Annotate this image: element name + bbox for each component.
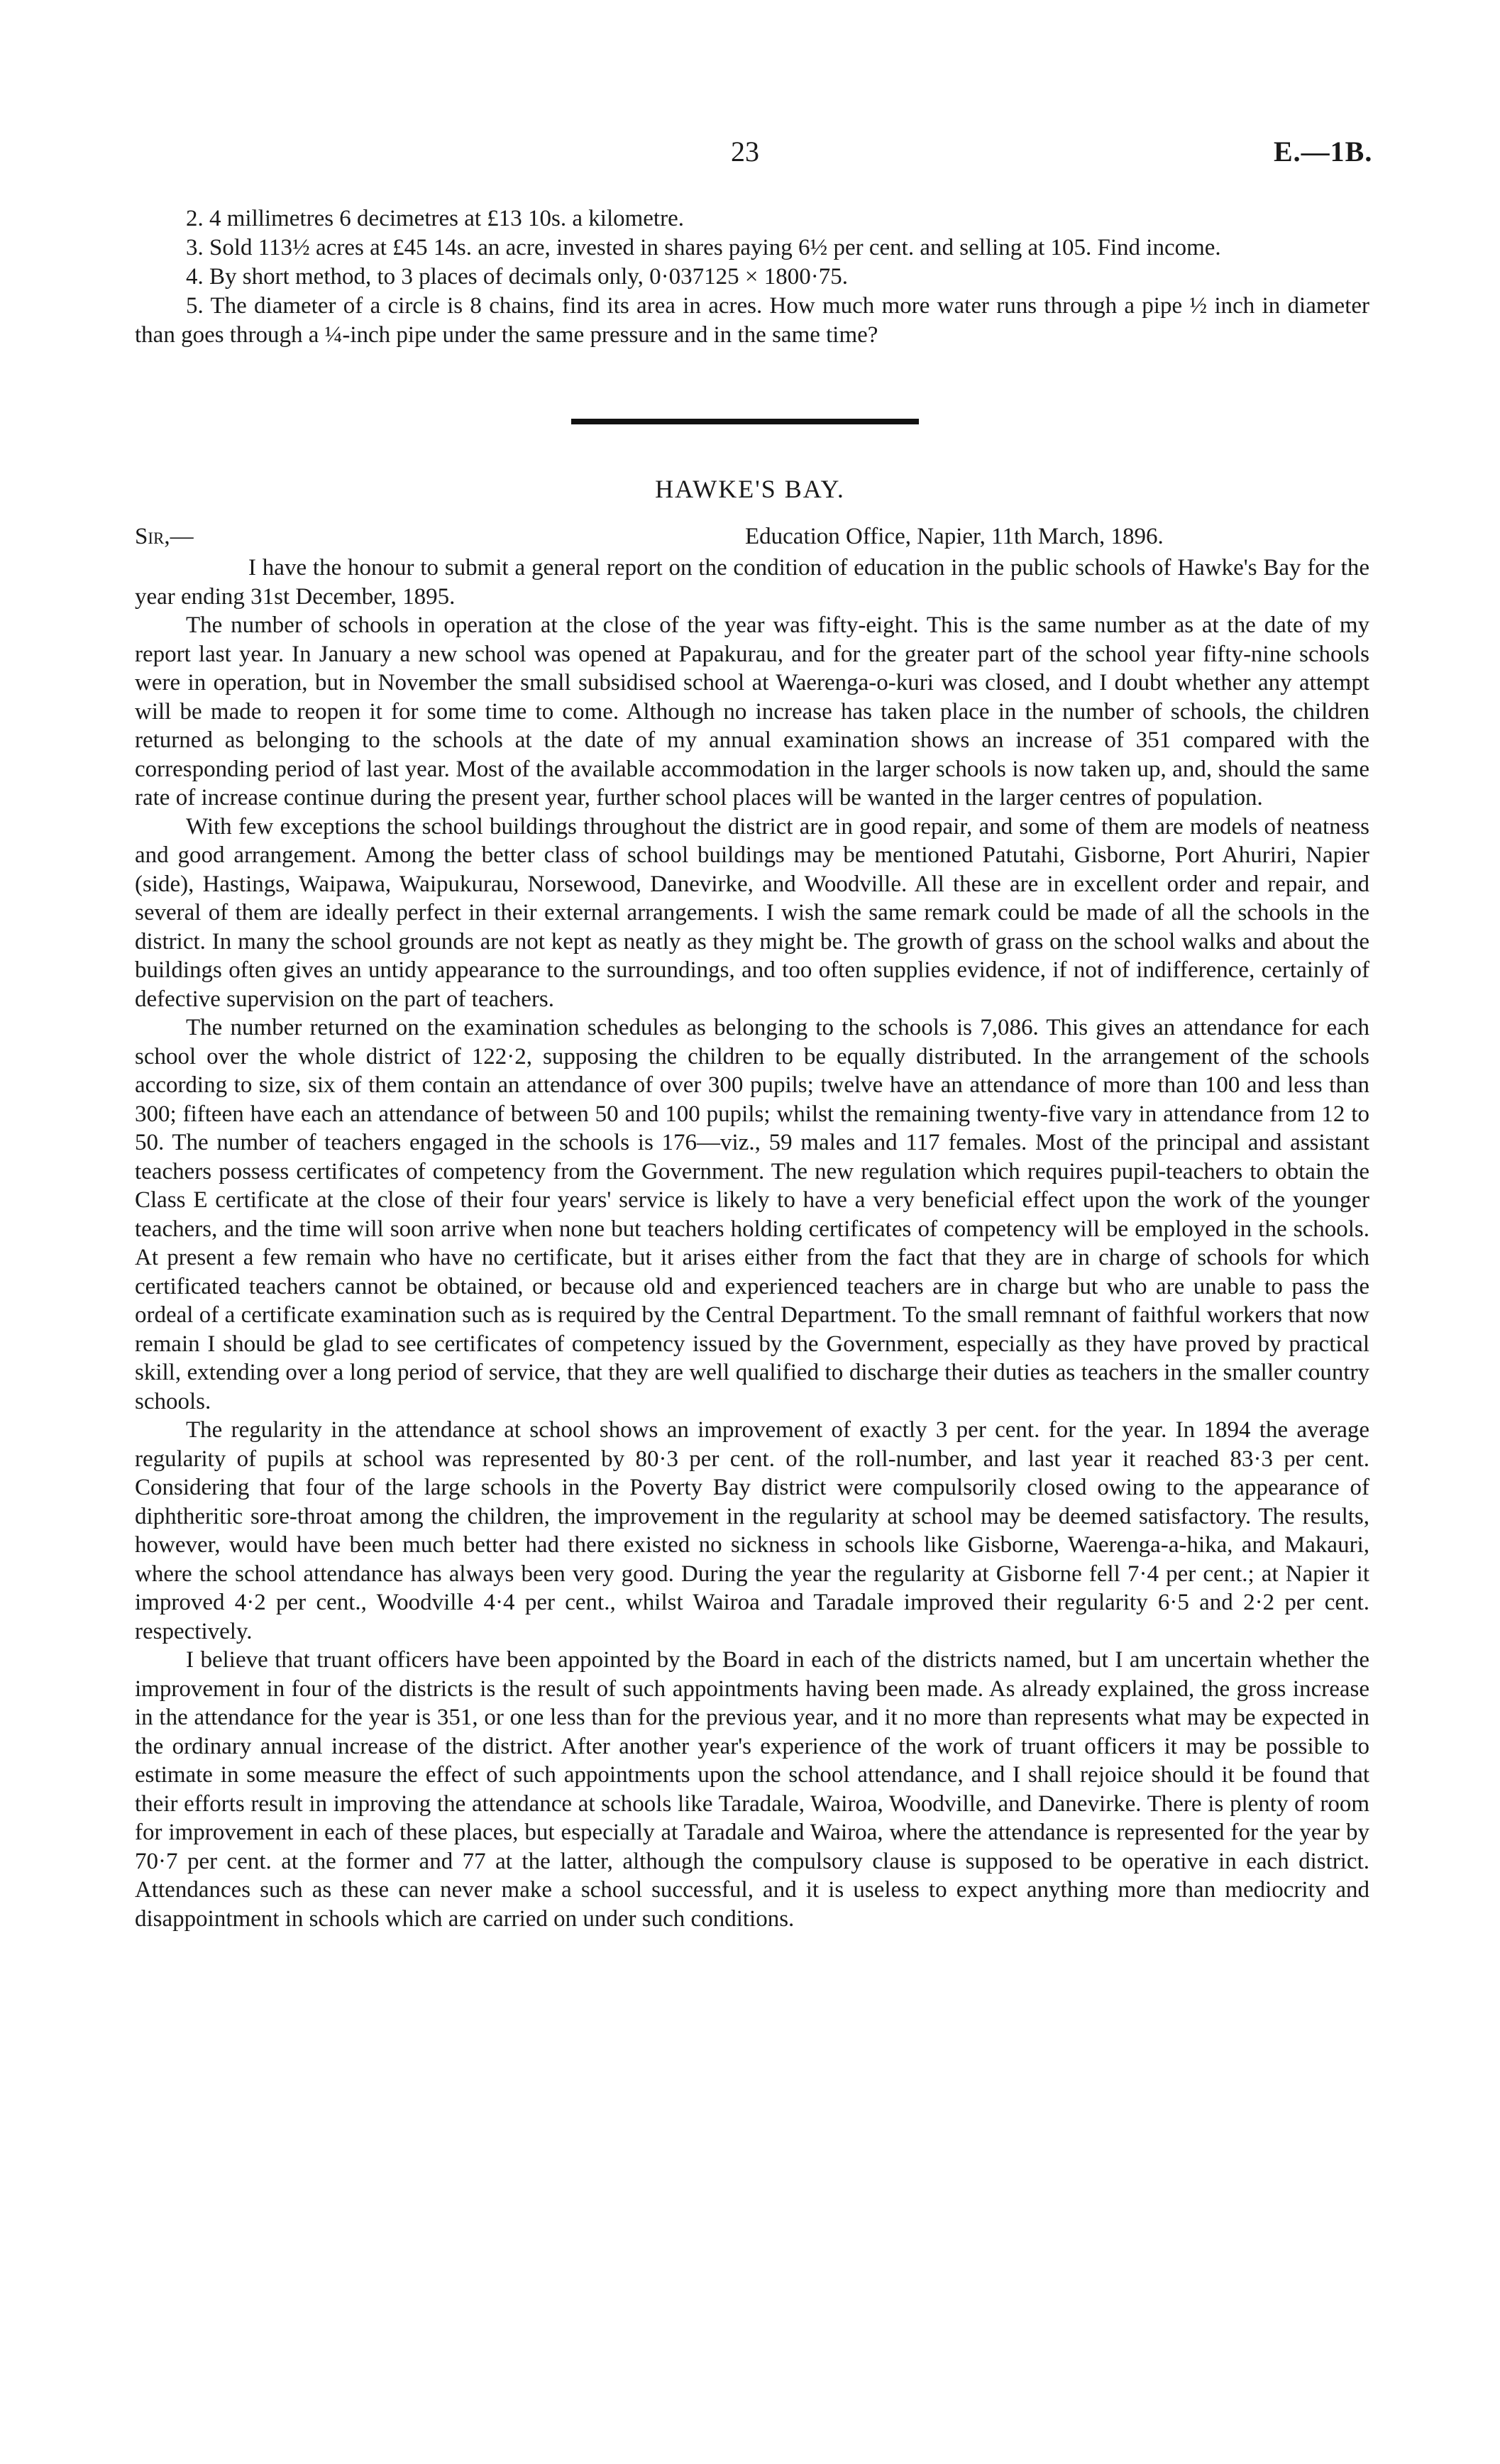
report-paragraph: The regularity in the attendance at school shows an improvement of exactly 3 per cent. for the year. In 1894 the average regularity of pupils at school was represented by 80·3 per cent. of the roll-number, and last year it reached 83·3 per cent. Considering that four of the large schools in the Poverty Bay district were compulsorily closed owing to the appearance of diphtheritic sore-throat among the children, the improvement in the regularity at school may be deemed satisfactory. The results, however, would have been much better had there existed no sickness in schools like Gisborne, Waerenga-a-hika, and Makauri, where the school attendance has always been very good. During the year the regularity at Gisborne fell 7·4 per cent.; at Napier it improved 4·2 per cent., Woodville 4·4 per cent., whilst Wairoa and Taradale improved their regularity 6·5 and 2·2 per cent. respectively. (135, 1417, 1369, 1644)
page-number: 23 (731, 136, 759, 167)
letter-head (135, 524, 1369, 555)
report-paragraph: With few exceptions the school buildings throughout the district are in good repair, and some of them are models of neatness and good arrangement. Among the better class of school buildings may be mentioned Patutahi, Gisborne, Port Ahuriri, Napier (side), Hastings, Waipawa, Waipukurau, Norsewood, Danevirke, and Woodville. All these are in excellent order and repair, and several of them are ideally perfect in their external arrangements. I wish the same remark could be made of all the schools in the district. In many the school grounds are not kept as neatly as they might be. The growth of grass on the school walks and about the buildings often gives an untidy appearance to the surroundings, and too often supplies evidence, if not of indifference, certainly of defective supervision on the part of teachers. (135, 813, 1369, 1012)
report-paragraph: The number of schools in operation at the close of the year was fifty-eight. This is the same number as at the date of my report last year. In January a new school was opened at Papakurau, and for the greater part of the school year fifty-nine schools were in operation, but in November the small subsidised school at Waerenga-o-kuri was closed, and I doubt whether any attempt will be made to reopen it for some time to come. Although no increase has taken place in the number of schools, the children returned as belonging to the schools at the date of my annual examination shows an increase of 351 compared with the corresponding period of last year. Most of the available accommodation in the larger schools is now taken up, and, should the same rate of increase continue during the present year, further school places will be wanted in the larger centres of population. (135, 612, 1369, 810)
report-body (135, 554, 1369, 1933)
report-paragraph: I have the honour to submit a general report on the condition of education in the public schools of Hawke's Bay for the year ending 31st December, 1895. (135, 555, 1369, 610)
exercise-list (135, 204, 1369, 350)
exercise-item: 5. The diameter of a circle is 8 chains, find its area in acres. How much more water runs through a pipe ½ inch in diameter than goes through a ¼-inch pipe under the same pressure and in the same time? (135, 293, 1369, 348)
exercise-item: 3. Sold 113½ acres at £45 14s. an acre, invested in shares paying 6½ per cent. and selling at 105. Find income. (186, 235, 1221, 260)
section-heading: HAWKE'S BAY. (655, 475, 845, 503)
salutation: Sir,— (135, 524, 194, 549)
report-paragraph: I believe that truant officers have been appointed by the Board in each of the districts named, but I am uncertain whether the improvement in four of the districts is the result of such appointments having been made. As already explained, the gross increase in the attendance for the year is 351, or one less than for the previous year, and it no more than represents what may be expected in the ordinary annual increase of the district. After another year's experience of the work of truant officers it may be possible to estimate in some measure the effect of such appointments upon the school attendance, and I shall rejoice should it be found that their efforts result in improving the attendance at schools like Taradale, Wairoa, Woodville, and Danevirke. There is plenty of room for improvement in each of these places, but especially at Taradale and Wairoa, where the attendance is represented for the year by 70·7 per cent. at the former and 77 at the latter, although the compulsory clause is supposed to be operative in each district. Attendances such as these can never make a school successful, and it is useless to expect anything more than mediocrity and disappointment in schools which are carried on under such conditions. (135, 1647, 1369, 1932)
section-divider (571, 419, 919, 424)
document-code: E.—1B. (1274, 136, 1373, 167)
exercise-item: 4. By short method, to 3 places of decimals only, 0·037125 × 1800·75. (186, 264, 849, 290)
report-paragraph: The number returned on the examination schedules as belonging to the schools is 7,086. This gives an attendance for each school over the whole district of 122·2, supposing the children to be equally distributed. In the arrangement of the schools according to size, six of them contain an attendance of over 300 pupils; twelve have an attendance of more than 100 and less than 300; fifteen have each an attendance of between 50 and 100 pupils; whilst the remaining twenty-five vary in attendance from 12 to 50. The number of teachers engaged in the schools is 176—viz., 59 males and 117 females. Most of the principal and assistant teachers possess certificates of competency from the Government. The new regulation which requires pupil-teachers to obtain the Class E certificate at the close of their four years' service is likely to have a very beneficial effect upon the work of the younger teachers, and the time will soon arrive when none but teachers holding certificates of competency will be employed in the schools. At present a few remain who have no certificate, but it arises either from the fact that they are in charge of schools for which certificated teachers cannot be obtained, or because old and experienced teachers are in charge but who are unable to pass the ordeal of a certificate examination such as is required by the Central Department. To the small remnant of faithful workers that now remain I should be glad to see certificates of competency issued by the Government, especially as they have proved by practical skill, extending over a long period of service, that they are well qualified to discharge their duties as teachers in the smaller country schools. (135, 1015, 1369, 1414)
exercise-item: 2. 4 millimetres 6 decimetres at £13 10s. a kilometre. (186, 206, 684, 231)
dateline: Education Office, Napier, 11th March, 1896. (745, 524, 1164, 549)
